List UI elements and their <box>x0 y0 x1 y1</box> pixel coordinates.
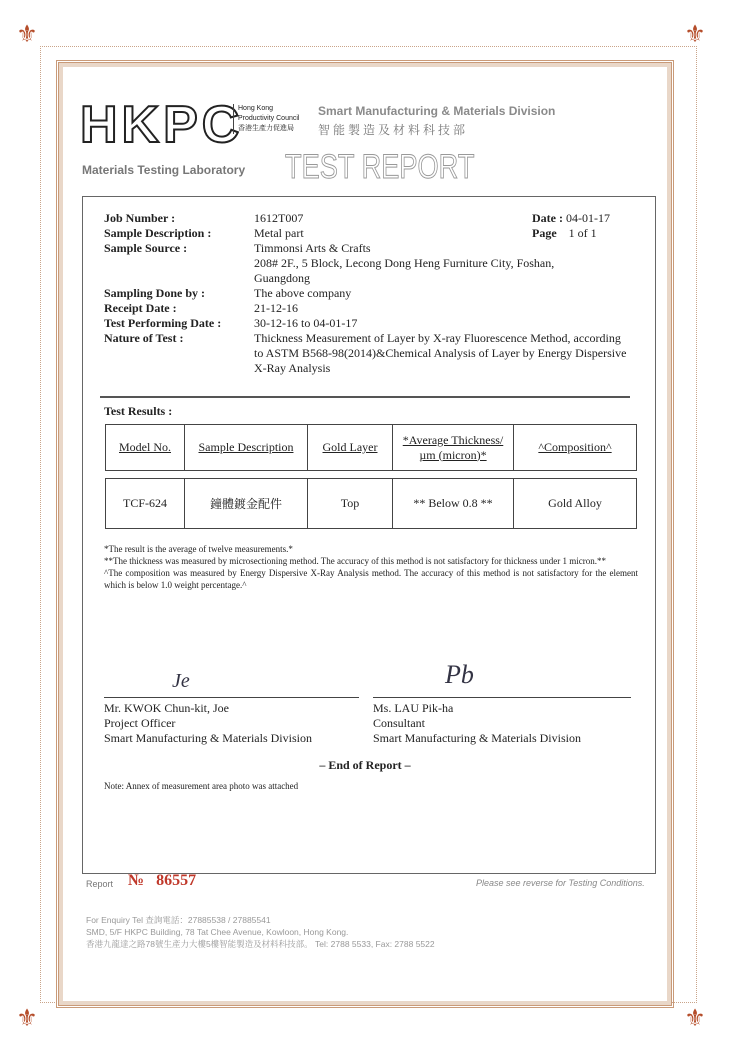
info-label: Sampling Done by : <box>104 286 206 300</box>
info-value: Thickness Measurement of Layer by X-ray Fluorescence Method, according to ASTM B568-98(2014)&Chemical Analysis of Layer by Energy Dispersive X-Ray Analysis <box>254 331 627 375</box>
signature-joe: Je <box>172 670 190 692</box>
info-label: Sample Description : <box>104 226 212 240</box>
info-row <box>104 331 634 376</box>
note-1: *The result is the average of twelve measurements.* <box>104 544 293 554</box>
info-row <box>104 241 634 286</box>
no-symbol: № <box>128 872 145 889</box>
signature-block-1 <box>104 697 359 746</box>
notes <box>104 543 638 591</box>
cell-composition: Gold Alloy <box>514 479 637 529</box>
org-zh: 香港生產力促進局 <box>238 125 294 132</box>
info-value: Metal part <box>254 226 304 240</box>
address-en: SMD, 5/F HKPC Building, 78 Tat Chee Avenue, Kowloon, Hong Kong. <box>86 927 349 937</box>
date-value: 04-01-17 <box>565 211 610 225</box>
division-en: Smart Manufacturing & Materials Division <box>318 104 556 118</box>
info-label: Sample Source : <box>104 241 188 255</box>
info-value: 21-12-16 <box>254 301 298 315</box>
table-header-row <box>106 425 637 471</box>
signature-block-2 <box>373 697 631 746</box>
lab-name: Materials Testing Laboratory <box>82 163 246 177</box>
info-label: Nature of Test : <box>104 331 184 345</box>
signer-name: Mr. KWOK Chun-kit, Joe <box>104 701 229 715</box>
divider <box>100 396 630 398</box>
note-2: **The thickness was measured by microsectioning method. The accuracy of this method is not satisfactory for thickness under 1 micron.** <box>104 556 606 566</box>
report-label: Report <box>86 879 114 889</box>
division-zh: 智能製造及材料科技部 <box>318 123 469 137</box>
annex-note: Note: Annex of measurement area photo was attached <box>104 781 299 791</box>
signer-title: Project Officer <box>104 716 176 730</box>
end-of-report: – End of Report – <box>319 758 411 772</box>
reverse-note: Please see reverse for Testing Conditions. <box>476 878 645 888</box>
header-description: Sample Description <box>198 440 294 454</box>
signer-name: Ms. LAU Pik-ha <box>373 701 454 715</box>
cell-model: TCF-624 <box>106 479 185 529</box>
info-value: Timmonsi Arts & Crafts 208# 2F., 5 Block, Lecong Dong Heng Furniture City, Foshan, Guangdong <box>254 241 555 285</box>
address-zh: 香港九龍達之路78號生產力大樓5樓智能製造及材料科技部。 Tel: 2788 5533, Fax: 2788 5522 <box>86 939 435 949</box>
signer-division: Smart Manufacturing & Materials Division <box>373 731 581 745</box>
info-label: Test Performing Date : <box>104 316 222 330</box>
fleur-corner-icon: ⚜ <box>16 1006 38 1032</box>
info-row <box>104 316 634 331</box>
cell-thickness: ** Below 0.8 ** <box>393 479 514 529</box>
signer-title: Consultant <box>373 716 426 730</box>
info-value: The above company <box>254 286 352 300</box>
header-composition: ^Composition^ <box>538 440 612 454</box>
test-results-title: Test Results : <box>104 404 173 418</box>
info-row <box>104 301 634 316</box>
date-label: Date : <box>532 211 563 225</box>
enquiry: For Enquiry Tel 查詢電話：27885538 / 27885541 <box>86 915 271 925</box>
results-table <box>105 424 637 529</box>
report-title: TEST REPORT <box>285 148 475 186</box>
info-row <box>104 286 634 301</box>
fleur-corner-icon: ⚜ <box>684 1006 706 1032</box>
org-en-1: Hong Kong <box>238 105 274 112</box>
contact-info <box>86 914 435 950</box>
org-en-2: Productivity Council <box>238 115 300 122</box>
header-thickness: *Average Thickness/µm (micron)* <box>402 432 504 462</box>
hkpc-logo: HKPC <box>80 96 244 154</box>
info-value: 1612T007 <box>254 211 304 225</box>
signature-lau: Pb <box>445 660 474 689</box>
fleur-corner-icon: ⚜ <box>16 22 38 48</box>
cell-description: 鐘體鍍金配件 <box>185 479 308 529</box>
header-layer: Gold Layer <box>322 440 378 454</box>
report-no: 86557 <box>156 872 197 889</box>
signer-division: Smart Manufacturing & Materials Division <box>104 731 312 745</box>
note-3: ^The composition was measured by Energy Dispersive X-Ray Analysis method. The accuracy of this method is not satisfactory for the element which is below 1.0 weight percentage.^ <box>104 568 638 590</box>
page-value: 1 of 1 <box>568 226 597 240</box>
info-label: Receipt Date : <box>104 301 177 315</box>
table-row <box>106 479 637 529</box>
org-name <box>233 104 299 134</box>
page-label: Page <box>532 226 557 240</box>
report-number <box>128 872 196 890</box>
date-block <box>532 211 610 241</box>
fleur-corner-icon: ⚜ <box>684 22 706 48</box>
header-model: Model No. <box>119 440 171 454</box>
info-label: Job Number : <box>104 211 176 225</box>
info-value: 30-12-16 to 04-01-17 <box>254 316 358 330</box>
cell-layer: Top <box>308 479 393 529</box>
